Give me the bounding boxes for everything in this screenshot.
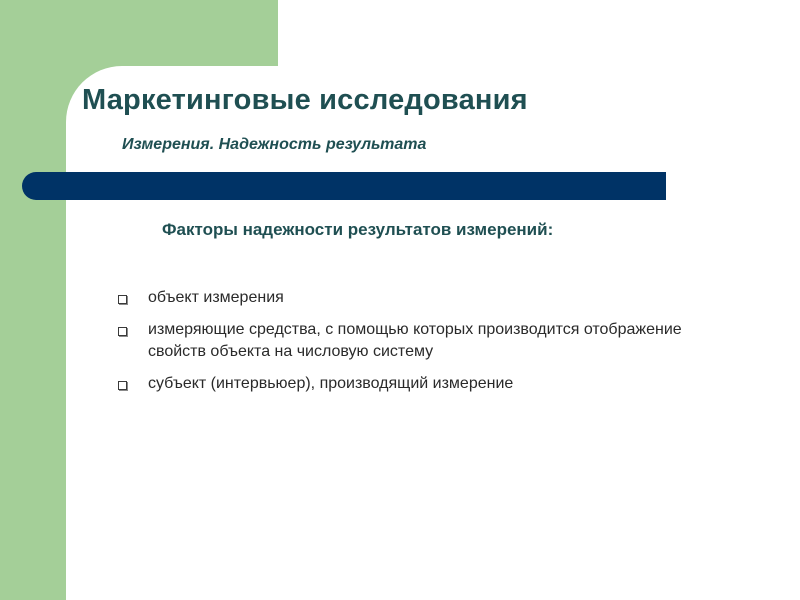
list-item-text: субъект (интервьюер), производящий измерение: [148, 375, 514, 392]
slide-title: Маркетинговые исследования: [82, 84, 528, 116]
list-item-text: измеряющие средства, с помощью которых производится отображение свойств объекта на числовую систему: [148, 321, 682, 360]
list-item-text: объект измерения: [148, 289, 284, 306]
list-item: [118, 319, 718, 363]
white-top-area: [278, 0, 800, 66]
square-bullet-icon: [118, 327, 127, 336]
square-bullet-icon: [118, 381, 127, 390]
square-bullet-icon: [118, 295, 127, 304]
list-item: [118, 373, 718, 395]
factors-list: [118, 287, 718, 405]
list-item: [118, 287, 718, 309]
slide-subtitle: Измерения. Надежность результата: [122, 136, 427, 153]
divider-bar: [22, 172, 666, 200]
section-heading: Факторы надежности результатов измерений:: [162, 220, 554, 239]
